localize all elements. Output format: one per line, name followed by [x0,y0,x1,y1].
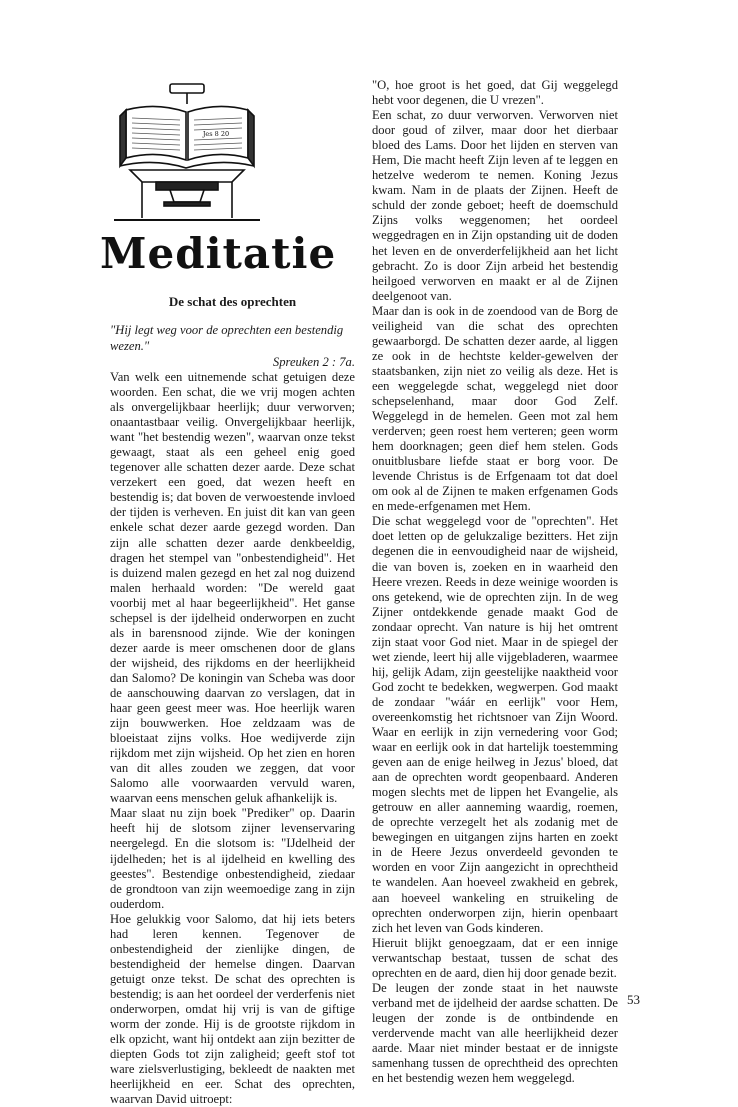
paragraph: Maar dan is ook in de zoendood van de Borg de veiligheid van die schat des oprechten gewaarborgd. De schatten dezer aarde, al liggen ze ook in de hechtste kelder-gewelven der staatsbanken, zijn niet zo veilig als deze. Het is een weggelegde schat, weggelegd niet door schepselenhand, maar door God Zelf. Weggelegd in de hemelen. Geen mot zal hem verderven; geen roest hem verteren; geen worm hem doorknagen; geen dief hem stelen. Gods onuitblusbare liefde staat er borg voor. De levende Christus is de Erfgenaam tot dat doel om ook al de Zijnen te maken erfgenamen Gods en mede-erfgenamen met Hem. [372,303,618,514]
right-column [372,78,618,1086]
quote-text: "Hij legt weg voor de oprechten een bestendig wezen." [110,323,344,353]
paragraph: Van welk een uitnemende schat getuigen deze woorden. Een schat, die we vrij mogen achten als onvergelijkbaar heerlijk; duur verworven; onaantastbaar veilig. Onvergelijkbaar heerlijk, want "het bestendig wezen", waarvan onze tekst gewaagt, staat als een geheel enig goed tegenover alle schatten dezer aarde. Deze schat verzekert een goed, dat wezen heeft en bestendig is; dat boven de verwoestende invloed der tijden is verheven. En juist dit kan van geen enkele schat dezer aarde gezegd worden. Dan zijn alle schatten dezer aarde denkbeeldig, dragen het stempel van "onbestendigheid". Het is duizend malen gezegd en het zal nog duizend malen herhaald worden: "De wereld gaat voorbij met al haar begeerlijkheid". Het ganse schepsel is der ijdelheid onderworpen en zucht als in barensnood zijnde. Wie der koningen dezer aarde is meer omschenen door de glans der wijsheid, des rijkdoms en der heerlijkheid dan Salomo? De koningin van Scheba was door de aanschouwing daarvan zo verslagen, dat in haar geen geest meer was. Hoe heerlijk waren zijn bouwwerken. Hoe zeldzaam was de bloeistaat zijns volks. Hoe wedijverde zijn rijkdom met zijn wijsheid. Op het zien en horen van dit alles zouden we zeggen, dat voor Salomo alle voorwaarden vervuld waren, waarvan eens menschen geluk afhankelijk is. [110,370,355,806]
paragraph: Die schat weggelegd voor de "oprechten". Het doet letten op de gelukzalige bezitters. Het zijn degenen die in eenvoudigheid naar de wijsheid, die van boven is, zoeken en in waarheid den Heere vrezen. Reeds in deze weinige woorden is ons getekend, wie de oprechten zijn. In de weg Zijner ontdekkende genade maakt God de zondaar oprecht. Van nature is hij het omtrent zijn staat voor God niet. Maar in de spiegel der wet ziende, leert hij alle vijgebladeren, waarmee hij, gelijk Adam, zijn geestelijke naaktheid voor God zocht te bedekken, wegwerpen. God maakt de zondaar "wáár en eerlijk" voor Hem, overeenkomstig het richtsnoer van Zijn Woord. Waar en eerlijk in zijn vernedering voor God; waar en eerlijk ook in dat hartelijk toestemming geven aan de enige heilweg in Jezus' bloed, dat aan de oprechten wordt geopenbaard. Anderen mogen slechts met de lippen het Evangelie, als getrouw en aller aanneming waardig, roemen, de oprechte verzegelt het als zodanig met de bewegingen en uitgangen zijns harten en zoekt in de Heere Jezus onverdeeld gevonden te worden en voor Zijn aangezicht in oprechtheid te wandelen. Aan hoeveel zwakheid en gebrek, aan hoeveel wankeling en struikeling de oprechten onderworpen zijn, hierin openbaart zich het leven van Gods kinderen. [372,514,618,935]
paragraph: "O, hoe groot is het goed, dat Gij weggelegd hebt voor degenen, die U vrezen". [372,78,618,108]
page-number: 53 [627,992,640,1007]
paragraph: Een schat, zo duur verworven. Verworven niet door goud of zilver, maar door het dierbaar bloed des Lams. Door het lijden en sterven van Hem, Die macht heeft Zijn leven af te leggen en hetzelve wederom te nemen. Koning Jezus kwam. Nam in de plaats der Zijnen. Heeft de schuld der zonde geboet; heeft de doemschuld Zijns volks weggenomen; het oordeel weggedragen en in Zijn opstanding uit de doden het leven en de onverderfelijkheid aan het licht gebracht. Zo is door Zijn arbeid het bestendig heilgoed verworven en maakt er al de Zijnen deelgenoot van. [372,108,618,303]
left-column [110,370,355,1107]
paragraph: Maar slaat nu zijn boek "Prediker" op. Daarin heeft hij de slotsom zijner levenservaring neergelegd. En die slotsom is: "IJdelheid der ijdelheden; het is al ijdelheid en kwelling des geestes". Bestendige onbestendigheid, ziedaar de grondtoon van zijn weemoedige zang in zijn ouderdom. [110,806,355,911]
scripture-quote [110,322,355,370]
article-subtitle: De schat des oprechten [168,294,297,309]
paragraph: Hoe gelukkig voor Salomo, dat hij iets beters had leren kennen. Tegenover de onbestendigheid der zienlijke dingen, de bestendigheid der hemelse dingen. Daarvan getuigt onze tekst. De schat des oprechten is bestendig; is aan het oordeel der verderfenis niet onderworpen, omdat hij vrij is van de giftige worm der zonde. Hij is de grootste rijkdom in elk opzicht, want hij ontdekt aan zijn bezitter de diepten Gods tot zijn zaligheid; geeft stof tot ware zielsverlustiging, bekleedt de naakten met heerlijkheid en eer. Schat des oprechten, waarvan David uitroept: [110,911,355,1107]
paragraph: Hieruit blijkt genoegzaam, dat er een innige verwantschap bestaat, tussen de schat des oprechten en de aard, dien hij door genade bezit. [372,935,618,980]
paragraph: De leugen der zonde staat in het nauwste verband met de ijdelheid der aardse schatten. De leugen der zonde is de ontbindende en verdervende macht van alle heerlijkheid dezer aarde. Maar niet minder bestaat er de innigste samenhang tussen de oprechtheid des oprechten en het bestendig wezen hem weggelegd. [372,980,618,1086]
page-heading: Meditatie [100,229,337,278]
emblem-inscription: Jes 8 20 [202,130,230,138]
bible-lectern-emblem [112,82,262,224]
quote-reference: Spreuken 2 : 7a. [272,355,355,369]
